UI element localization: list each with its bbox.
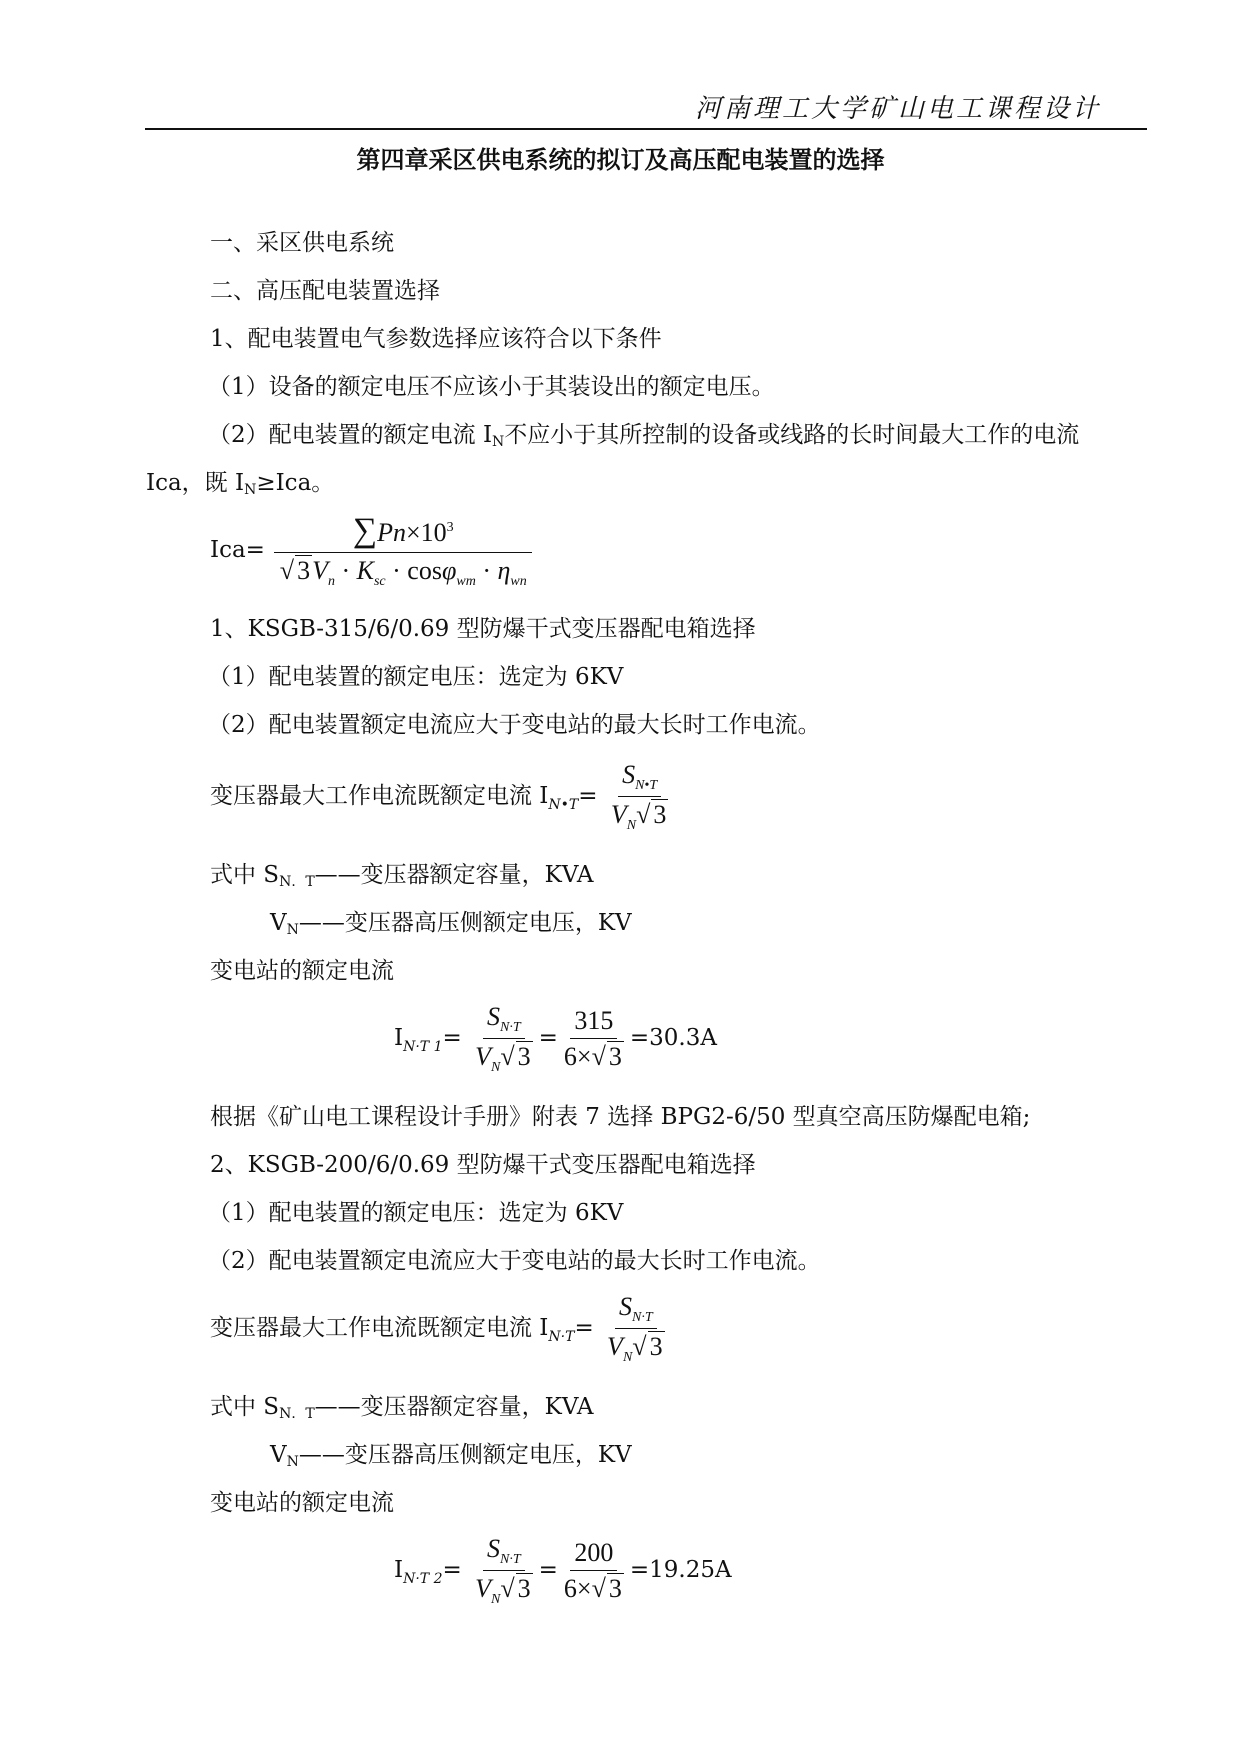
t2-formula: 变压器最大工作电流既额定电流 $I_{N\cdot T}=$ $\frac{S_{N\cdot T}}{V_N√ 3}$ (210, 1292, 663, 1365)
t1-heading: 1、KSGB-315/6/0.69 型防爆干式变压器配电箱选择 (210, 616, 756, 642)
header-rule (145, 128, 1147, 130)
condition-2-cont: Ica，既 IN≥Ica。 (146, 470, 335, 498)
t2-heading: 2、KSGB-200/6/0.69 型防爆干式变压器配电箱选择 (210, 1152, 756, 1178)
t2-voltage: （1）配电装置的额定电压：选定为 6KV (208, 1200, 624, 1226)
t2-where-v: VN——变压器高压侧额定电压，KV (270, 1442, 632, 1470)
section-2: 二、高压配电装置选择 (210, 278, 440, 304)
t1-formula: 变压器最大工作电流既额定电流 $I_{N•T}=$ $\frac{S_{N•T}}{V_N√ 3}$ (210, 760, 667, 833)
chapter-title: 第四章采区供电系统的拟订及高压配电装置的选择 (356, 146, 885, 174)
t2-where-s: 式中 SN．T——变压器额定容量，KVA (210, 1394, 594, 1422)
t2-calc: $I_{N\cdot T 2}=$ $\frac{S_{N\cdot T}}{V_N√ 3}$ = $\frac{200}{6\times√ 3}$ =19.25A (394, 1534, 732, 1607)
t1-where-v: VN——变压器高压侧额定电压，KV (270, 910, 632, 938)
conditions-heading: 1、配电装置电气参数选择应该符合以下条件 (210, 326, 662, 352)
condition-2: （2）配电装置的额定电流 IN不应小于其所控制的设备或线路的长时间最大工作的电流 (208, 422, 1080, 450)
condition-1: （1）设备的额定电压不应该小于其装设出的额定电压。 (208, 374, 775, 400)
page-header: 河南理工大学矿山电工课程设计 (694, 94, 1101, 124)
ica-formula: Ica= $\frac{\sum Pn\times 10^3}{√ 3V_n \cdot K_{sc} \cdot \cos\varphi_{wm} \cdot \eta_{wn}}$ (210, 512, 534, 590)
section-1: 一、采区供电系统 (210, 230, 394, 256)
t1-calc: $I_{N\cdot T 1}=$ $\frac{S_{N\cdot T}}{V_N√ 3}$ = $\frac{315}{6\times√ 3}$ =30.3A (394, 1002, 717, 1075)
t2-current: （2）配电装置额定电流应大于变电站的最大长时工作电流。 (208, 1248, 821, 1274)
t1-station: 变电站的额定电流 (210, 958, 394, 984)
t1-current: （2）配电装置额定电流应大于变电站的最大长时工作电流。 (208, 712, 821, 738)
t1-conclusion: 根据《矿山电工课程设计手册》附表 7 选择 BPG2-6/50 型真空高压防爆配电箱; (210, 1104, 1031, 1130)
t1-voltage: （1）配电装置的额定电压：选定为 6KV (208, 664, 624, 690)
t2-station: 变电站的额定电流 (210, 1490, 394, 1516)
t1-where-s: 式中 SN．T——变压器额定容量，KVA (210, 862, 594, 890)
